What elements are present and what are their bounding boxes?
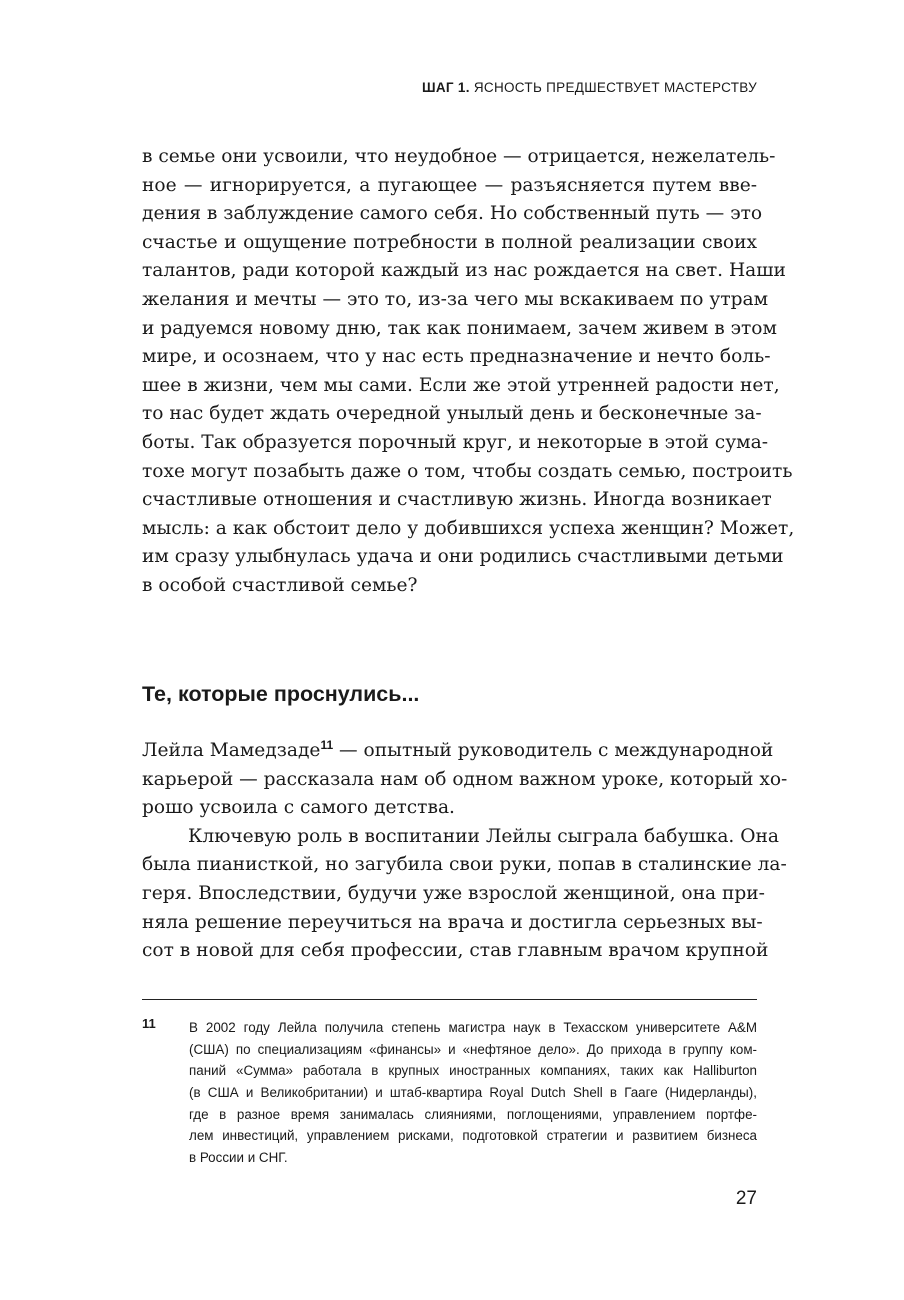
text-line: талантов, ради которой каждый из нас рождается на свет. Наши — [142, 260, 786, 282]
text-line: счастье и ощущение потребности в полной реализации своих — [142, 231, 757, 253]
text-line: мысль: а как обстоит дело у добившихся успеха женщин? Может, — [142, 517, 795, 539]
text-line: боты. Так образуется порочный круг, и некоторые в этой сума- — [142, 431, 768, 453]
text-line: желания и мечты — это то, из-за чего мы вскакиваем по утрам — [142, 288, 769, 310]
text-line — [142, 737, 774, 766]
text-line: и радуемся новому дню, так как понимаем, зачем живем в этом — [142, 317, 777, 339]
text-line: в особой счастливой семье? — [142, 574, 418, 596]
text-line: где в разное время занималась слияниями, поглощениями, управлением портфе- — [189, 1106, 757, 1122]
text-line: мире, и осознаем, что у нас есть предназначение и нечто боль- — [142, 346, 771, 368]
text-line: тохе могут позабыть даже о том, чтобы создать семью, построить — [142, 460, 793, 482]
paragraph-1 — [142, 143, 795, 601]
text-line: В 2002 году Лейла получила степень магистра наук в Техасском университете A&M — [189, 1020, 757, 1035]
text-line: то нас будет ждать очередной унылый день и бесконечные за- — [142, 403, 762, 425]
text-line: (США) по специализациям «финансы» и «нефтяное дело». До прихода в группу ком- — [189, 1041, 757, 1057]
text-line: рошо усвоила с самого детства. — [142, 797, 455, 819]
text-line-rest: — опытный руководитель с международной — [333, 740, 774, 761]
text-line: ное — игнорируется, а пугающее — разъясняется путем вве- — [142, 174, 757, 196]
text-line: геря. Впоследствии, будучи уже взрослой женщиной, она при- — [142, 882, 765, 904]
text-line: Ключевую роль в воспитании Лейлы сыграла бабушка. Она — [188, 825, 779, 847]
running-head-title: ЯСНОСТЬ ПРЕДШЕСТВУЕТ МАСТЕРСТВУ — [473, 80, 757, 95]
person-name: Лейла Мамедзаде — [142, 740, 321, 761]
text-line: сот в новой для себя профессии, став главным врачом крупной — [142, 940, 769, 962]
text-line: лем инвестиций, управлением рисками, подготовкой стратегии и развитием бизнеса — [189, 1128, 757, 1144]
text-line: в семье они усвоили, что неудобное — отрицается, нежелатель- — [142, 146, 776, 167]
text-line: в России и СНГ. — [189, 1150, 288, 1166]
text-line: карьерой — рассказала нам об одном важном уроке, который хо- — [142, 768, 788, 790]
footnote-text — [189, 1017, 757, 1169]
section-heading: Те, которые проснулись... — [142, 682, 420, 706]
running-head-step: ШАГ 1. — [422, 80, 470, 95]
footnote-number: 11 — [142, 1016, 156, 1031]
text-line: счастливые отношения и счастливую жизнь. Иногда возникает — [142, 489, 772, 511]
text-line: дения в заблуждение самого себя. Но собственный путь — это — [142, 203, 763, 225]
text-line: была пианисткой, но загубила свои руки, попав в сталинские ла- — [142, 854, 787, 876]
text-line: шее в жизни, чем мы сами. Если же этой утренней радости нет, — [142, 374, 780, 396]
text-line: паний «Сумма» работала в крупных иностранных компаниях, таких как Halliburton — [189, 1063, 757, 1079]
paragraph-2 — [142, 737, 788, 966]
footnote-reference[interactable]: 11 — [320, 737, 334, 752]
page-number: 27 — [735, 1188, 757, 1209]
text-line: няла решение переучиться на врача и достигла серьезных вы- — [142, 911, 763, 933]
running-head — [422, 80, 757, 95]
footnote-divider — [142, 999, 757, 1000]
text-line: им сразу улыбнулась удача и они родились счастливыми детьми — [142, 546, 784, 568]
text-line: (в США и Великобритании) и штаб-квартира Royal Dutch Shell в Гааге (Нидерланды), — [189, 1085, 757, 1101]
